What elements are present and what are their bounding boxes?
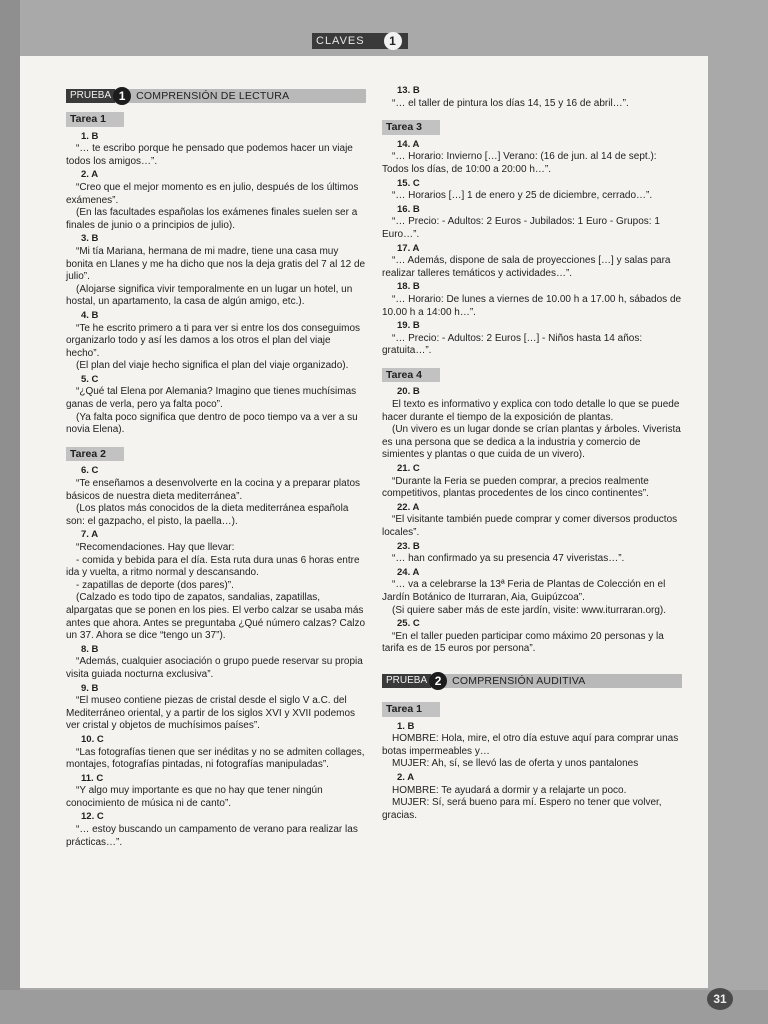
- answer-text: “Recomendaciones. Hay que llevar:: [76, 542, 235, 553]
- answer-text: (Los platos más conocidos de la dieta mediterránea española son: el gazpacho, el pisto, la paella…).: [66, 503, 349, 527]
- prueba1-header: [66, 89, 366, 103]
- answer-text: “… va a celebrarse la 13ª Feria de Plantas de Colección en el Jardín Botánico de Iturraran, Aia, Guipúzcoa”.: [382, 579, 666, 603]
- answer-text: (El plan del viaje hecho significa el plan del viaje organizado).: [76, 360, 349, 372]
- answer-id: 2. A: [397, 771, 415, 783]
- answer-text: “Las fotografías tienen que ser inéditas y no se admiten collages, montajes, fotografías pintadas, ni fotografías manipuladas”.: [66, 746, 365, 771]
- answer-list: [66, 465, 366, 849]
- left-column: [66, 89, 366, 849]
- answer-id: 25. C: [397, 618, 420, 630]
- answer-text: “Mi tía Mariana, hermana de mi madre, tiene una casa muy bonita en Llanes y me ha dicho que nos la deja gratis del 7 al 12 de julio”.: [66, 245, 366, 283]
- answer-text: “Te he escrito primero a ti para ver si entre los dos conseguimos organizarlo todo y así les damos a los otros el plan del viaje hecho”.: [66, 322, 361, 359]
- prueba2-header: [382, 674, 682, 688]
- tarea-title: Tarea 2: [66, 447, 124, 462]
- answer-text: - comida y bebida para el día. Esta ruta dura unas 6 horas entre ida y vuelta, a ritmo normal y descansando.: [66, 554, 360, 579]
- answer-text: “Creo que el mejor momento es en julio, después de los últimos exámenes”.: [66, 181, 359, 206]
- answer-id: 18. B: [397, 281, 420, 293]
- answer-text: “Durante la Feria se pueden comprar, a precios realmente competitivos, plantas procedentes de los cinco continentes”.: [382, 475, 649, 500]
- answer-id: 1. B: [81, 130, 99, 142]
- answer-list: [382, 386, 682, 655]
- answer-text: “Te enseñamos a desenvolverte en la cocina y a preparar platos básicos de nuestra dieta mediterránea”.: [66, 478, 361, 502]
- prueba2-number: 2: [429, 672, 447, 690]
- answer-text: MUJER: Ah, sí, se llevó las de oferta y unos pantalones: [392, 758, 639, 770]
- answer-id: 6. C: [81, 465, 99, 477]
- right-column: [382, 84, 682, 822]
- answer-id: 17. A: [397, 242, 420, 254]
- answer-text: “En el taller pueden participar como máximo 20 personas y la tarifa es de 15 euros por persona”.: [382, 630, 664, 655]
- prueba1-title: COMPRENSIÓN DE LECTURA: [136, 89, 290, 102]
- page-number: 31: [707, 988, 733, 1010]
- answer-text: (Ya falta poco significa que dentro de poco tiempo va a ver a su novia Elena).: [66, 411, 358, 436]
- page: [20, 56, 708, 988]
- answer-text: (Alojarse significa vivir temporalmente en un lugar un hotel, un hostal, un apartamento, la casa de algún amigo, etc.).: [66, 283, 353, 308]
- answer-id: 1. B: [397, 720, 415, 732]
- answer-text: “… te escribo porque he pensado que podemos hacer un viaje todos los amigos…”.: [66, 143, 353, 167]
- answer-id: 4. B: [81, 309, 99, 321]
- scan-bottom: [0, 990, 768, 1024]
- answer-id: 14. A: [397, 138, 420, 150]
- answer-list: [382, 721, 682, 823]
- answer-text: (En las facultades españolas los exámenes finales suelen ser a finales de junio o a principios de julio).: [66, 207, 358, 231]
- answer-id: 5. C: [81, 373, 99, 385]
- answer-id: 22. A: [397, 501, 420, 513]
- header-label: CLAVES: [316, 35, 365, 47]
- answer-id: 8. B: [81, 643, 99, 655]
- prueba1-label: PRUEBA: [66, 89, 115, 103]
- answer-text: - zapatillas de deporte (dos pares)”.: [76, 579, 234, 591]
- tarea-title: Tarea 1: [382, 702, 440, 717]
- answer-id: 9. B: [81, 682, 99, 694]
- prueba1-number: 1: [113, 87, 131, 105]
- tarea-title: Tarea 3: [382, 120, 440, 135]
- answer-id: 13. B: [397, 85, 420, 96]
- answer-id: 10. C: [81, 733, 104, 745]
- answer-text: “… Precio: - Adultos: 2 Euros - Jubilados: 1 Euro - Grupos: 1 Euro…”.: [382, 216, 660, 240]
- answer-list: [66, 131, 366, 437]
- answer-text: (Si quiere saber más de este jardín, visite: www.iturraran.org).: [392, 604, 666, 616]
- tarea-title: Tarea 1: [66, 112, 124, 127]
- claves-header: [312, 33, 408, 49]
- answer-text: “… Horario: De lunes a viernes de 10.00 h a 17.00 h, sábados de 10.00 h a 14:00 h…”.: [382, 293, 682, 318]
- header-number: 1: [384, 32, 402, 50]
- answer-text: El texto es informativo y explica con todo detalle lo que se puede hacer durante el tiempo de la exposición de plantas.: [382, 399, 680, 423]
- answer-id: 23. B: [397, 540, 420, 552]
- prueba2-label: PRUEBA: [382, 674, 431, 688]
- answer-text: “… el taller de pintura los días 14, 15 y 16 de abril…”.: [392, 97, 629, 109]
- answer-list: [382, 85, 682, 110]
- answer-text: “… Horarios […] 1 de enero y 25 de diciembre, cerrado…”.: [392, 190, 653, 202]
- answer-text: “El museo contiene piezas de cristal desde el siglo V a.C. del Mediterráneo oriental, y a partir de los siglos XVI y XVII podemos ver cristal y objetos de muchísimos países”.: [66, 695, 356, 732]
- answer-text: “Y algo muy importante es que no hay que tener ningún conocimiento de música ni de canto”.: [66, 785, 323, 809]
- answer-text: “¿Qué tal Elena por Alemania? Imagino que tienes muchísimas ganas de verla, pero ya falta poco”.: [66, 386, 357, 411]
- answer-text: “El visitante también puede comprar y comer diversos productos locales”.: [382, 514, 678, 538]
- answer-id: 24. A: [397, 566, 420, 578]
- answer-list: [382, 139, 682, 358]
- answer-id: 12. C: [81, 811, 104, 823]
- answer-text: (Un vivero es un lugar donde se crían plantas y árboles. Viverista es una persona que se dedica a la industria y comercio de simientes y plantas o que cuida de un vivero).: [382, 424, 681, 461]
- answer-id: 21. C: [397, 463, 420, 475]
- prueba2-title: COMPRENSIÓN AUDITIVA: [452, 674, 586, 687]
- answer-text: “… Horario: Invierno […] Verano: (16 de jun. al 14 de sept.): Todos los días, de 10:00 a 20:00 h…”.: [382, 151, 657, 175]
- answer-id: 15. C: [397, 177, 420, 189]
- answer-text: (Calzado es todo tipo de zapatos, sandalias, zapatillas, alpargatas que se ponen en los pies. El verbo calzar se usaba más antes que ahora. Antes se preguntaba ¿Qué número calzas? Calzo un 37. Ahora se dice “tengo un 37”).: [66, 592, 366, 642]
- answer-text: “… Además, dispone de sala de proyecciones […] y salas para realizar talleres temáticos y actividades…”.: [382, 255, 671, 279]
- answer-id: 19. B: [397, 320, 420, 332]
- answer-text: “… estoy buscando un campamento de verano para realizar las prácticas…”.: [66, 824, 358, 848]
- answer-id: 3. B: [81, 233, 99, 245]
- answer-text: MUJER: Sí, será bueno para mí. Espero no tener que volver, gracias.: [382, 797, 662, 821]
- answer-id: 20. B: [397, 386, 420, 398]
- scan-shadow: [0, 0, 20, 1024]
- answer-id: 7. A: [81, 529, 99, 541]
- answer-text: “… Precio: - Adultos: 2 Euros […] - Niños hasta 14 años: gratuita…”.: [382, 332, 643, 357]
- answer-text: “Además, cualquier asociación o grupo puede reservar su propia visita guiada nocturna exclusiva”.: [66, 656, 363, 680]
- answer-id: 16. B: [397, 203, 420, 215]
- answer-text: “… han confirmado ya su presencia 47 viveristas…”.: [392, 553, 625, 565]
- answer-id: 11. C: [81, 772, 104, 784]
- tarea-title: Tarea 4: [382, 368, 440, 383]
- answer-text: HOMBRE: Hola, mire, el otro día estuve aquí para comprar unas botas impermeables y…: [382, 733, 679, 757]
- answer-id: 2. A: [81, 169, 99, 181]
- answer-text: HOMBRE: Te ayudará a dormir y a relajarte un poco.: [392, 784, 627, 796]
